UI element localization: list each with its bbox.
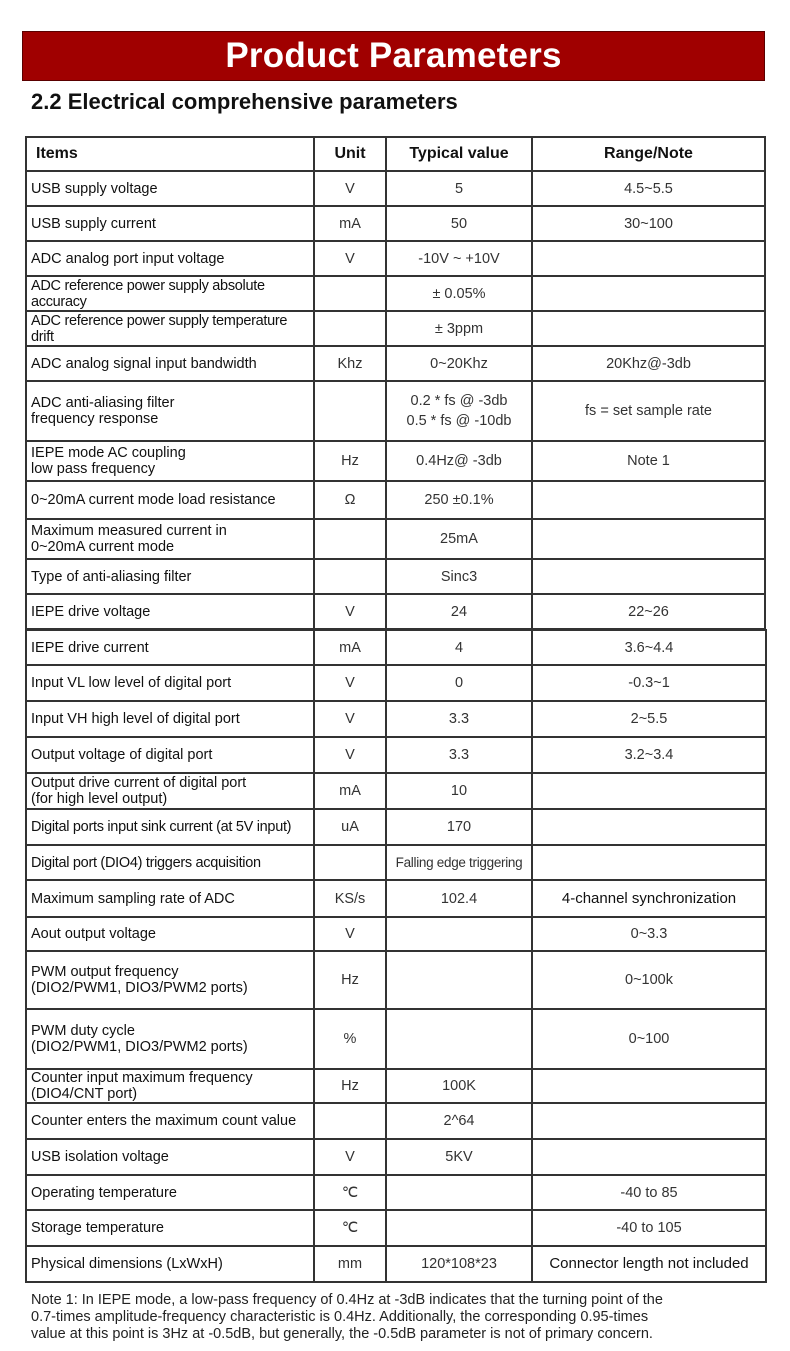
item-label: ADC analog port input voltage	[31, 250, 225, 267]
cell-typical-value: ± 0.05%	[386, 276, 532, 311]
cell-typical-value: 170	[386, 809, 532, 845]
cell-item	[26, 1069, 314, 1103]
item-label: Type of anti-aliasing filter	[31, 568, 192, 585]
cell-item	[26, 701, 314, 737]
cell-typical-value	[386, 1175, 532, 1210]
cell-range-note: Note 1	[532, 441, 765, 481]
cell-unit: mA	[314, 206, 386, 241]
cell-typical-value: 5	[386, 171, 532, 206]
item-label: Physical dimensions (LxWxH)	[31, 1256, 223, 1272]
cell-unit	[314, 845, 386, 880]
table-row	[26, 559, 765, 594]
item-label: USB supply voltage	[31, 180, 158, 197]
cell-item	[26, 1139, 314, 1175]
item-label-line-2: (DIO2/PWM1, DIO3/PWM2 ports)	[31, 1039, 248, 1055]
item-label: 0~20mA current mode load resistance	[31, 492, 276, 508]
cell-typical-value: 50	[386, 206, 532, 241]
cell-typical-value: 0~20Khz	[386, 346, 532, 381]
table-row	[26, 241, 765, 276]
table-row	[26, 880, 766, 917]
cell-range-note	[532, 773, 766, 809]
cell-unit	[314, 276, 386, 311]
cell-typical-value: 4	[386, 630, 532, 665]
cell-unit	[314, 519, 386, 559]
cell-unit: V	[314, 665, 386, 701]
cell-range-note	[532, 559, 765, 594]
cell-typical-value: 250 ±0.1%	[386, 481, 532, 519]
cell-item	[26, 594, 314, 629]
item-label-line-2: 0~20mA current mode	[31, 539, 175, 555]
item-label-line-2: (DIO4/CNT port)	[31, 1086, 138, 1102]
item-label-line-2: frequency response	[31, 411, 159, 427]
cell-typical-value: Sinc3	[386, 559, 532, 594]
cell-range-note	[532, 845, 766, 880]
cell-typical-value: 0	[386, 665, 532, 701]
section-title: 2.2 Electrical comprehensive parameters	[31, 89, 458, 114]
cell-item	[26, 276, 314, 311]
cell-item	[26, 917, 314, 951]
cell-unit: Hz	[314, 1069, 386, 1103]
cell-range-note: -40 to 105	[532, 1210, 766, 1246]
table-row	[26, 917, 766, 951]
cell-range-note: 20Khz@-3db	[532, 346, 765, 381]
cell-item	[26, 809, 314, 845]
cell-item	[26, 1210, 314, 1246]
cell-unit	[314, 381, 386, 441]
cell-typical-value: 102.4	[386, 880, 532, 917]
cell-range-note	[532, 809, 766, 845]
cell-range-note: Connector length not included	[532, 1246, 766, 1282]
cell-item	[26, 1175, 314, 1210]
table-row	[26, 311, 765, 346]
cell-range-note	[532, 481, 765, 519]
table-row	[26, 1069, 766, 1103]
cell-unit: mA	[314, 773, 386, 809]
table-row	[26, 441, 765, 481]
cell-unit: V	[314, 241, 386, 276]
cell-unit	[314, 559, 386, 594]
table-row	[26, 519, 765, 559]
cell-typical-value: 3.3	[386, 737, 532, 773]
cell-range-note: 22~26	[532, 594, 765, 629]
cell-typical-value: 2^64	[386, 1103, 532, 1139]
cell-item	[26, 773, 314, 809]
table-row	[26, 206, 765, 241]
banner-title: Product Parameters	[225, 36, 562, 75]
cell-unit: V	[314, 1139, 386, 1175]
cell-typical-value	[386, 917, 532, 951]
cell-range-note	[532, 519, 765, 559]
parameters-table-part-2	[25, 629, 767, 1283]
header-range-note: Range/Note	[532, 137, 765, 171]
cell-item	[26, 481, 314, 519]
cell-typical-value	[386, 1210, 532, 1246]
cell-range-note	[532, 241, 765, 276]
typical-value-line-2: 0.5 * fs @ -10db	[406, 413, 512, 429]
cell-typical-value: 0.4Hz@ -3db	[386, 441, 532, 481]
cell-typical-value: -10V ~ +10V	[386, 241, 532, 276]
table-row	[26, 809, 766, 845]
cell-unit: mA	[314, 630, 386, 665]
cell-unit: V	[314, 701, 386, 737]
cell-unit: V	[314, 917, 386, 951]
cell-range-note	[532, 1139, 766, 1175]
item-label-line-2: low pass frequency	[31, 461, 156, 477]
cell-unit: V	[314, 737, 386, 773]
cell-range-note: 0~100k	[532, 951, 766, 1009]
cell-unit: Ω	[314, 481, 386, 519]
table-row	[26, 171, 765, 206]
cell-item	[26, 1009, 314, 1069]
cell-typical-value: 24	[386, 594, 532, 629]
item-label: ADC reference power supply temperature drift	[31, 312, 288, 345]
item-label: Maximum sampling rate of ADC	[31, 890, 235, 907]
cell-item	[26, 1246, 314, 1282]
parameters-table-part-1	[25, 136, 766, 630]
item-label: Output drive current of digital port	[31, 775, 247, 791]
table-row	[26, 381, 765, 441]
cell-range-note: 30~100	[532, 206, 765, 241]
item-label: IEPE drive voltage	[31, 603, 151, 620]
cell-typical-value	[386, 951, 532, 1009]
item-label: Digital port (DIO4) triggers acquisition	[31, 854, 261, 871]
table-row	[26, 951, 766, 1009]
cell-range-note: 0~3.3	[532, 917, 766, 951]
cell-unit: mm	[314, 1246, 386, 1282]
cell-item	[26, 381, 314, 441]
cell-unit	[314, 1103, 386, 1139]
table-row	[26, 346, 765, 381]
cell-unit: %	[314, 1009, 386, 1069]
item-label-line-2: (for high level output)	[31, 791, 168, 807]
cell-item	[26, 1103, 314, 1139]
table-row	[26, 1103, 766, 1139]
table-row	[26, 1175, 766, 1210]
cell-item	[26, 241, 314, 276]
cell-item	[26, 665, 314, 701]
cell-typical-value: ± 3ppm	[386, 311, 532, 346]
cell-item	[26, 311, 314, 346]
header-unit: Unit	[314, 137, 386, 171]
item-label: Maximum measured current in	[31, 523, 227, 539]
cell-unit: Khz	[314, 346, 386, 381]
cell-unit	[314, 311, 386, 346]
cell-item	[26, 171, 314, 206]
table-row	[26, 1009, 766, 1069]
item-label: USB isolation voltage	[31, 1149, 169, 1165]
cell-typical-value: 3.3	[386, 701, 532, 737]
table-row	[26, 665, 766, 701]
cell-range-note: 4-channel synchronization	[532, 880, 766, 917]
item-label: ADC anti-aliasing filter	[31, 395, 175, 411]
item-label: PWM duty cycle	[31, 1023, 135, 1039]
cell-typical-value	[386, 381, 532, 441]
cell-item	[26, 559, 314, 594]
item-label: Digital ports input sink current (at 5V input)	[31, 819, 292, 835]
item-label: Aout output voltage	[31, 926, 156, 942]
cell-range-note: -40 to 85	[532, 1175, 766, 1210]
table-row	[26, 701, 766, 737]
cell-unit: V	[314, 594, 386, 629]
cell-typical-value: 5KV	[386, 1139, 532, 1175]
cell-range-note: -0.3~1	[532, 665, 766, 701]
title-banner	[22, 31, 765, 81]
item-label: ADC analog signal input bandwidth	[31, 355, 257, 372]
footnote-line: Note 1: In IEPE mode, a low-pass frequency of 0.4Hz at -3dB indicates that the turning point of the	[31, 1292, 663, 1308]
table-row	[26, 1139, 766, 1175]
cell-range-note	[532, 1103, 766, 1139]
table-row	[26, 594, 765, 629]
item-label: Input VL low level of digital port	[31, 675, 232, 691]
cell-typical-value: 25mA	[386, 519, 532, 559]
header-typical-value: Typical value	[386, 137, 532, 171]
cell-range-note: 3.2~3.4	[532, 737, 766, 773]
item-label: IEPE mode AC coupling	[31, 445, 186, 461]
cell-unit: uA	[314, 809, 386, 845]
cell-item	[26, 737, 314, 773]
cell-unit: KS/s	[314, 880, 386, 917]
cell-range-note	[532, 311, 765, 346]
item-label: IEPE drive current	[31, 639, 149, 656]
typical-value-line-1: 0.2 * fs @ -3db	[410, 393, 508, 409]
item-label: Counter input maximum frequency	[31, 1070, 253, 1086]
cell-unit: ℃	[314, 1175, 386, 1210]
table-row	[26, 630, 766, 665]
footnote-line: value at this point is 3Hz at -0.5dB, but generally, the -0.5dB parameter is not of primary concern.	[31, 1326, 653, 1342]
item-label: Storage temperature	[31, 1220, 164, 1236]
cell-typical-value: 100K	[386, 1069, 532, 1103]
cell-range-note	[532, 276, 765, 311]
cell-range-note: 3.6~4.4	[532, 630, 766, 665]
cell-item	[26, 951, 314, 1009]
cell-typical-value: 10	[386, 773, 532, 809]
table-row	[26, 481, 765, 519]
table-row	[26, 1246, 766, 1282]
item-label-line-2: (DIO2/PWM1, DIO3/PWM2 ports)	[31, 980, 248, 996]
item-label: Input VH high level of digital port	[31, 711, 240, 727]
table-row	[26, 276, 765, 311]
cell-unit: Hz	[314, 951, 386, 1009]
table-row	[26, 845, 766, 880]
table-row	[26, 1210, 766, 1246]
cell-item	[26, 880, 314, 917]
item-label: Operating temperature	[31, 1184, 177, 1201]
item-label: ADC reference power supply absolute accuracy	[31, 277, 265, 310]
cell-range-note	[532, 1069, 766, 1103]
header-items: Items	[26, 137, 314, 171]
cell-item	[26, 630, 314, 665]
cell-range-note: 2~5.5	[532, 701, 766, 737]
table-header-row	[26, 137, 765, 171]
cell-unit: V	[314, 171, 386, 206]
item-label: PWM output frequency	[31, 964, 179, 980]
table-row	[26, 737, 766, 773]
cell-typical-value: Falling edge triggering	[386, 845, 532, 880]
cell-range-note: 4.5~5.5	[532, 171, 765, 206]
cell-item	[26, 346, 314, 381]
footnote-line: 0.7-times amplitude-frequency characteristic is 0.4Hz. Additionally, the corresponding 0.95-times	[31, 1309, 649, 1325]
cell-range-note: fs = set sample rate	[532, 381, 765, 441]
table-row	[26, 773, 766, 809]
footnote	[31, 1292, 771, 1343]
cell-item	[26, 845, 314, 880]
item-label: USB supply current	[31, 215, 156, 232]
cell-item	[26, 441, 314, 481]
item-label: Output voltage of digital port	[31, 747, 213, 763]
cell-range-note: 0~100	[532, 1009, 766, 1069]
cell-unit: ℃	[314, 1210, 386, 1246]
cell-typical-value	[386, 1009, 532, 1069]
cell-typical-value: 120*108*23	[386, 1246, 532, 1282]
cell-item	[26, 519, 314, 559]
item-label: Counter enters the maximum count value	[31, 1113, 297, 1129]
cell-item	[26, 206, 314, 241]
cell-unit: Hz	[314, 441, 386, 481]
